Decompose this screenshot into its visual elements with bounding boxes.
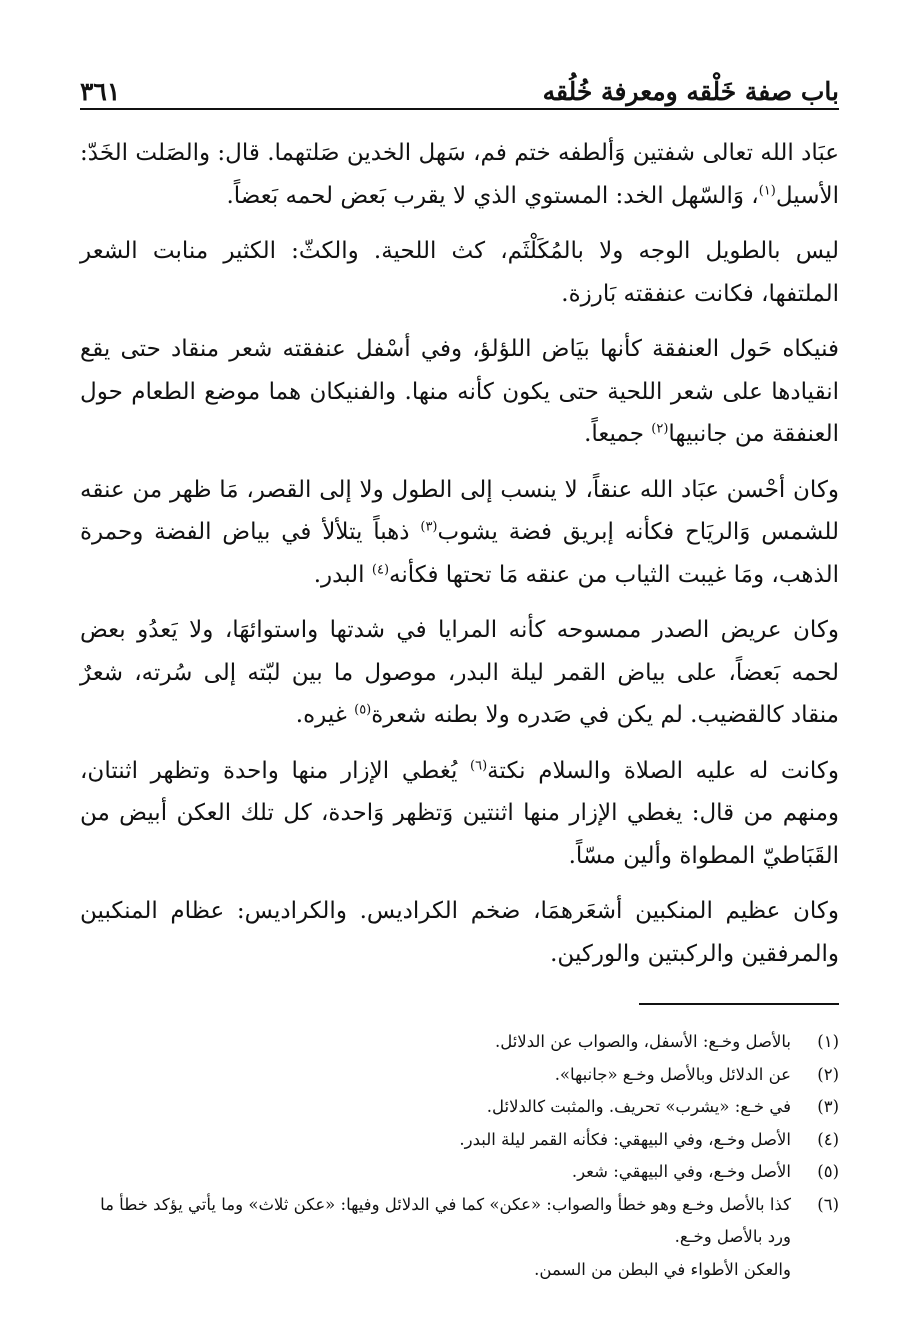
- paragraph: [80, 750, 839, 878]
- text-run: البدر.: [313, 561, 372, 588]
- footnote-marker: (٤): [371, 561, 390, 577]
- footnote-number: (٣): [817, 1097, 839, 1116]
- footnote-number: (١): [817, 1032, 839, 1051]
- footnote-text: عن الدلائل وبالأصل وخـع «جانبها».: [554, 1064, 791, 1084]
- text-run: وكان عظيم المنكبين أشعَرهمَا، ضخم الكراديس. والكراديس: عظام المنكبين والمرفقين والركبتين والوركين.: [80, 898, 839, 967]
- footnote-number: (٢): [817, 1064, 839, 1084]
- text-run: ليس بالطويل الوجه ولا بالمُكَلْثَم، كث اللحية. والكثّ: الكثير منابت الشعر الملتفها، فكانت عنفقته بَارزة.: [80, 238, 839, 307]
- text-run: ذهباً يتلألأ في بياض الفضة وحمرة الذهب، ومَا غيبت الثياب من عنقه مَا تحتها فكأنه: [80, 519, 839, 588]
- footnote-marker: (١): [758, 182, 776, 198]
- footnote-separator: [639, 1003, 839, 1005]
- paragraph: [80, 132, 839, 217]
- footnote: [78, 1091, 839, 1124]
- text-run: وكانت له عليه الصلاة والسلام نكتة: [487, 757, 839, 784]
- footnote-text: بالأصل وخـع: الأسفل، والصواب عن الدلائل.: [494, 1032, 791, 1051]
- text-run: وكان عريض الصدر ممسوحه كأنه المرايا في شدتها واستوائهَا، ولا يَعدُو بعض لحمه بَعضاً، على بياض القمر ليلة البدر، موصول ما بين لبّته إلى سُرته، شعرٌ منقاد كالقضيب. لم يكن في صَدره ولا بطنه شعرة: [80, 617, 839, 728]
- footnote-number: (٦): [817, 1194, 839, 1214]
- footnote-marker: (٦): [470, 757, 488, 773]
- footnote: [78, 1156, 839, 1189]
- footnote-text: كذا بالأصل وخـع وهو خطأ والصواب: «عكن» كما في الدلائل وفيها: «عكن ثلاث» وما يأتي يؤكد خطأ ما ورد بالأصل وخـع.: [100, 1194, 791, 1246]
- footnote: [78, 1059, 839, 1092]
- paragraph: [80, 469, 839, 597]
- text-run: عبَاد الله تعالى شفتين وَألطفه ختم فم، سَهل الخدين صَلتهما. قال: والصَلت الخَدّ: الأسيل: [80, 140, 839, 209]
- paragraph: [80, 328, 839, 456]
- footnote-text: الأصل وخـع، وفي البيهقي: فكأنه القمر ليلة البدر.: [459, 1129, 791, 1149]
- paragraph: [80, 890, 839, 975]
- text-run: وكان أحْسن عبَاد الله عنقاً، لا ينسب إلى الطول ولا إلى القصر، مَا ظهر من عنقه للشمس وَالريَاح فكأنه إبريق فضة يشوب: [80, 476, 839, 545]
- footnote-number: (٤): [817, 1129, 839, 1149]
- text-run: غيره.: [295, 702, 355, 728]
- footnote-number: (٥): [817, 1162, 839, 1181]
- text-run: جميعاً.: [584, 421, 652, 447]
- page-header: [80, 66, 839, 106]
- footnote: [78, 1026, 839, 1059]
- footnote: [78, 1189, 839, 1254]
- footnote-marker: (٢): [651, 421, 669, 437]
- paragraph: [80, 609, 839, 737]
- text-run: ، وَالسّهل الخد: المستوي الذي لا يقرب بَعض لحمه بَعضاً.: [226, 182, 759, 209]
- text-run: فنيكاه حَول العنفقة كأنها بيَاض اللؤلؤ، وفي أسْفل عنفقته شعر منقاد حتى يقع انقيادها على شعر اللحية حتى يكون كأنه منها. والفنيكان هما موضع الطعام حول العنفقة من جانبيها: [80, 336, 839, 447]
- text-run: يُغطي الإزار منها واحدة وتظهر اثنتان، ومنهم من قال: يغطي الإزار منها اثنتين وَتظهر وَاحدة، كل تلك العكن أبيض من القَبَاطيّ المطواة وألين مسّاً.: [80, 757, 839, 869]
- running-title: باب صفة خَلْقه ومعرفة خُلُقه: [542, 77, 839, 106]
- footnote-text: في خـع: «يشرب» تحريف. والمثبت كالدلائل.: [486, 1097, 791, 1116]
- footnote-marker: (٣): [420, 519, 438, 535]
- footnote-continuation: والعكن الأطواء في البطن من السمن.: [534, 1259, 791, 1279]
- footnote-text: الأصل وخـع، وفي البيهقي: شعر.: [571, 1162, 791, 1181]
- footnote-marker: (٥): [354, 702, 372, 718]
- footnotes: [78, 1026, 839, 1286]
- header-rule: [80, 108, 839, 110]
- main-text: [80, 132, 839, 988]
- paragraph: [80, 230, 839, 315]
- footnote: [78, 1124, 839, 1157]
- page-number: ٣٦١: [80, 77, 121, 106]
